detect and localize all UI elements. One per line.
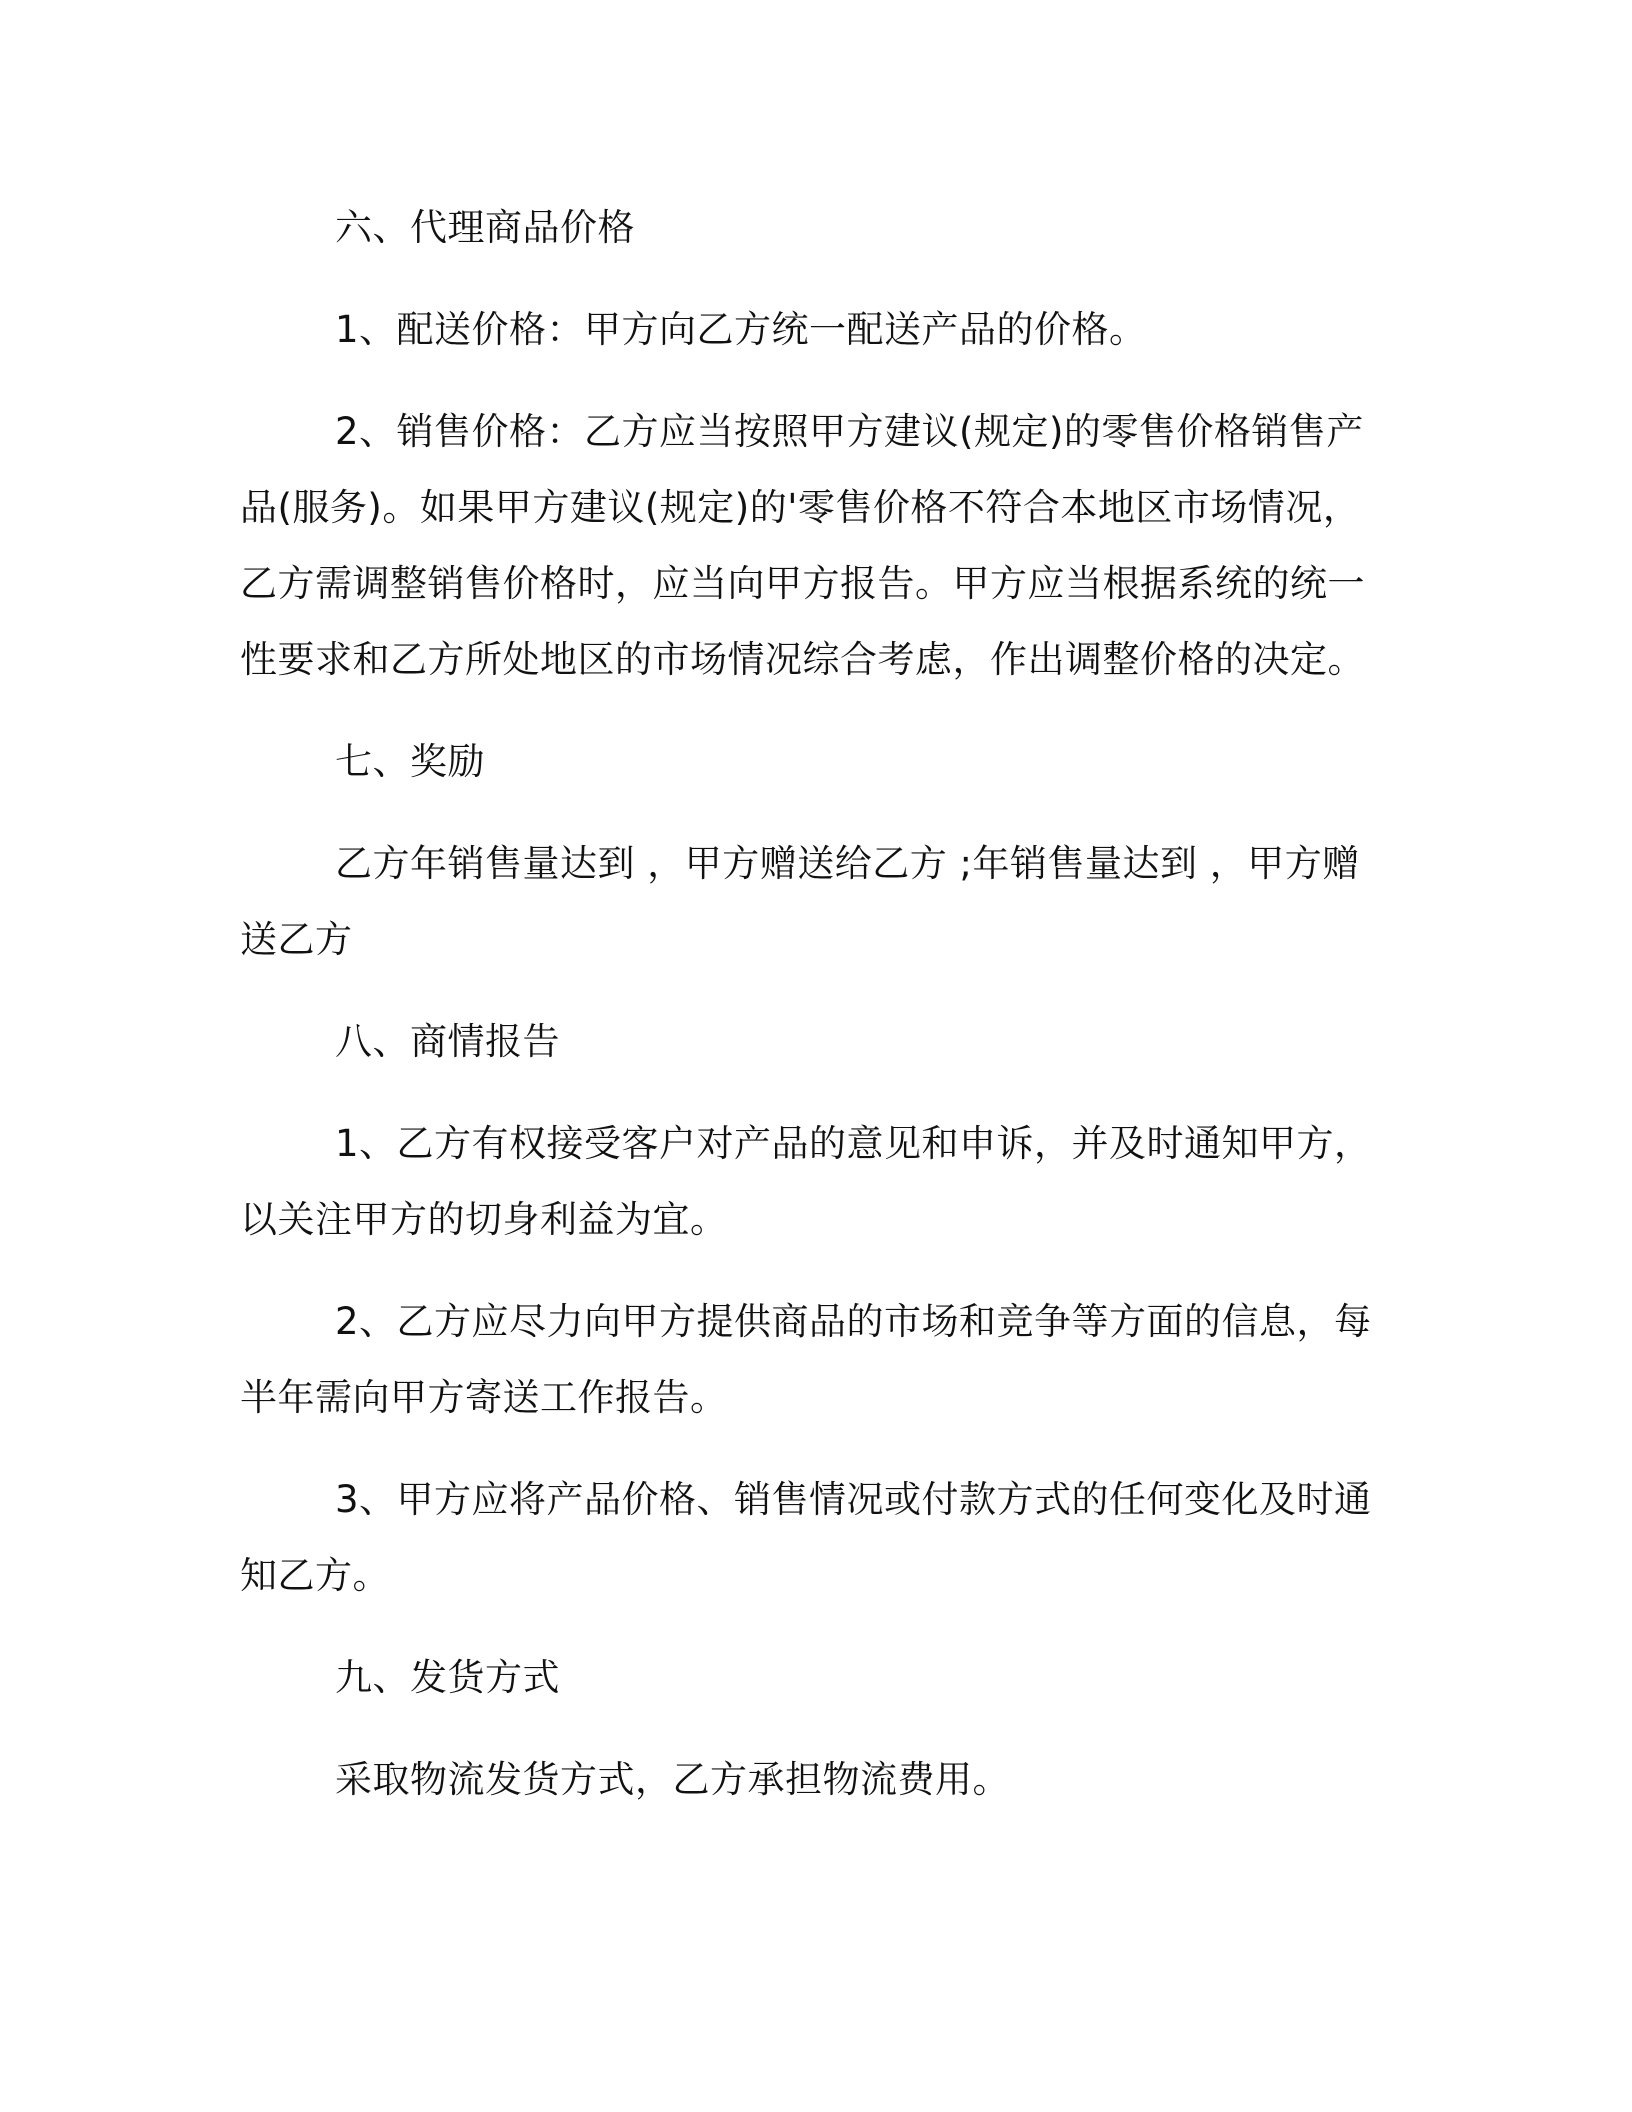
paragraph-change-notice: 3、甲方应将产品价格、销售情况或付款方式的任何变化及时通知乙方。: [240, 1478, 1372, 1597]
section-heading-pricing: 六、代理商品价格: [335, 206, 635, 249]
paragraph-market-info: 2、乙方应尽力向甲方提供商品的市场和竞争等方面的信息，每半年需向甲方寄送工作报告。: [240, 1300, 1372, 1419]
section-heading-rewards: 七、奖励: [335, 740, 485, 783]
paragraph-sales-price: 2、销售价格：乙方应当按照甲方建议(规定)的零售价格销售产品(服务)。如果甲方建议(规定)的'零售价格不符合本地区市场情况，乙方需调整销售价格时，应当向甲方报告。甲方应当根据系统的统一性要求和乙方所处地区的市场情况综合考虑，作出调整价格的决定。: [240, 410, 1365, 681]
paragraph-delivery-price: 1、配送价格：甲方向乙方统一配送产品的价格。: [335, 308, 1147, 351]
section-heading-shipping: 九、发货方式: [335, 1656, 560, 1699]
section-heading-business-report: 八、商情报告: [335, 1020, 560, 1063]
paragraph-rewards: 乙方年销售量达到 ，甲方赠送给乙方 ;年销售量达到 ，甲方赠送乙方: [240, 842, 1360, 961]
paragraph-shipping: 采取物流发货方式，乙方承担物流费用。: [335, 1758, 1010, 1801]
paragraph-customer-feedback: 1、乙方有权接受客户对产品的意见和申诉，并及时通知甲方，以关注甲方的切身利益为宜。: [240, 1122, 1372, 1241]
document-body: [240, 190, 1390, 1844]
